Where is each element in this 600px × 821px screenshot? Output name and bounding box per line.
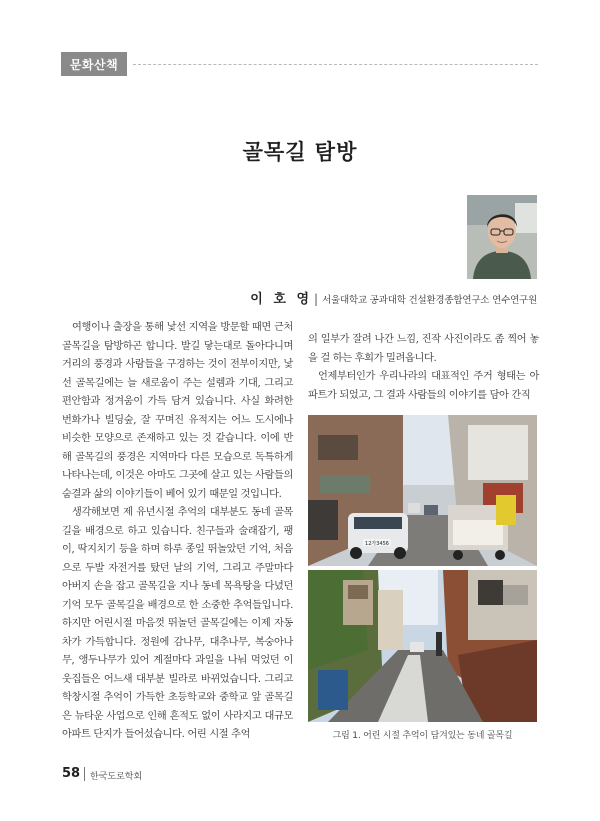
article-column-right [308, 331, 539, 405]
publication-name: 한국도로학회 [90, 772, 143, 782]
license-plate-text: 12가3456 [365, 541, 389, 547]
section-label: 문화산책 [61, 52, 127, 76]
footer-divider [84, 767, 85, 781]
alley-photo-narrow [308, 570, 537, 722]
figure-caption: 그림 1. 어린 시절 추억이 담겨있는 동네 골목길 [332, 731, 513, 741]
author-photo [467, 195, 537, 279]
article-paragraph: 언제부터인가 우리나라의 대표적인 주거 형태는 아파트가 되었고, 그 결과 사람들의 이야기를 담아 간직 [308, 371, 539, 401]
article-column-left [62, 319, 293, 745]
article-paragraph: 생각해보면 제 유년시절 추억의 대부분도 동네 골목길을 배경으로 하고 있습니다. 친구들과 술래잡기, 팽이, 딱지치기 등을 하며 하루 종일 뛰놀았던 기억, 처음으로 두발 자전거를 탔던 날의 기억, 그리고 주말마다 아버지 손을 잡고 골목길을 지나 동네 목욕탕을 다녔던 기억 모두 골목길을 배경으로 한 소중한 추억들입니다. 하지만 어린시절 마음껏 뛰놀던 골목길에는 이제 자동차가 가득합니다. 정원에 감나무, 대추나무, 복숭아나무, 앵두나무가 있어 계절마다 과일을 나눠 먹었던 이웃집들은 어느새 대부분 빌라로 바뀌었습니다. 그리고 학창시절 추억이 가득한 초등학교와 중학교 앞 골목길은 뉴타운 사업으로 인해 흔적도 없이 사라지고 대규모 아파트 단지가 들어섰습니다. 어린 시절 추억 [62, 507, 293, 740]
article-title: 골목길 탐방 [242, 139, 358, 164]
byline-separator: | [314, 292, 319, 306]
article-paragraph: 여행이나 출장을 통해 낯선 지역을 방문할 때면 근처 골목길을 탐방하곤 합니다. 발길 닿는대로 돌아다니며 거리의 풍경과 사람들을 구경하는 것이 전부이지만, 낯선 골목길에는 늘 새로움이 주는 설렘과 기대, 그리고 편안함과 정겨움이 가득 담겨 있습니다. 사실 화려한 번화가나 빌딩숲, 잘 꾸며진 유적지는 어느 도시에나 비슷한 모양으로 존재하고 있는 것 같습니다. 이에 반해 골목길의 풍경은 지역마다 다른 모습으로 독특하게 나타나는데, 이것은 아마도 그곳에 살고 있는 사람들의 숨결과 삶의 이야기들이 베어 있기 때문일 것입니다. [62, 322, 293, 500]
author-affiliation: 서울대학교 공과대학 건설환경종합연구소 연수연구원 [322, 295, 537, 306]
alley-photo-cars [308, 415, 537, 566]
page-number: 58 [62, 766, 81, 781]
section-divider [133, 64, 538, 65]
article-paragraph: 의 일부가 잘려 나간 느낌, 진작 사진이라도 좀 찍어 놓을 걸 하는 후회가 밀려옵니다. [308, 334, 539, 364]
author-byline [250, 288, 537, 307]
author-name: 이 호 영 [250, 292, 313, 307]
